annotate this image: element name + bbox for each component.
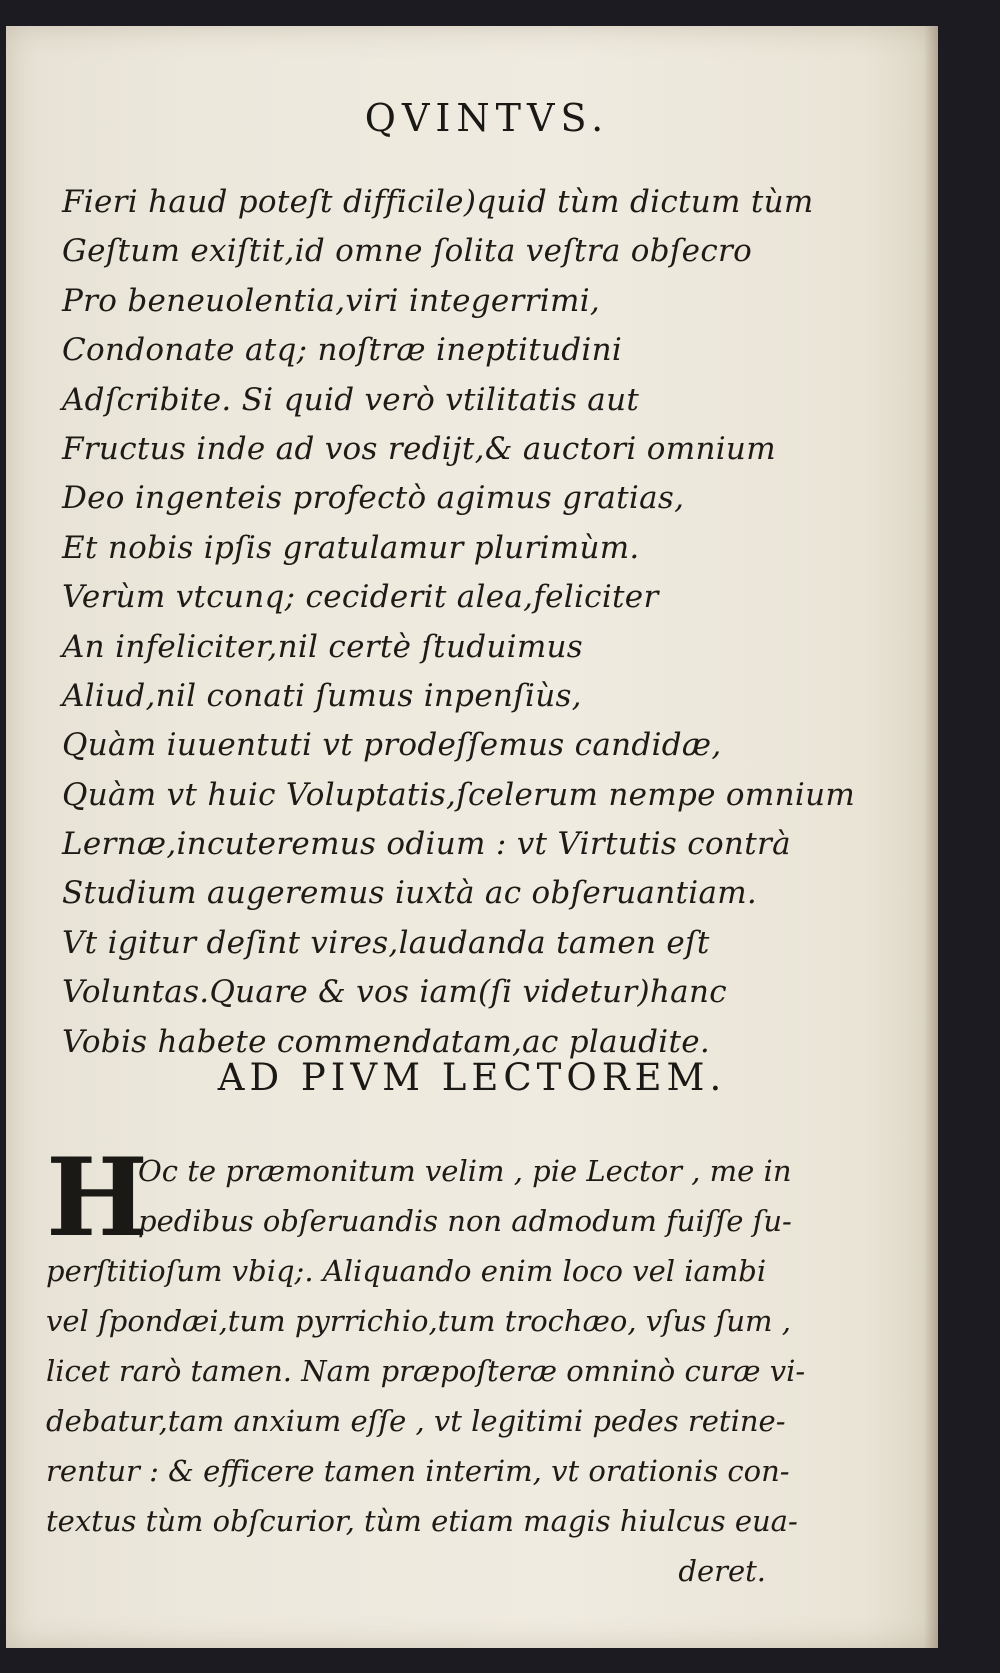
verse-line: Vobis habete commendatam,ac plaudite. bbox=[62, 1023, 711, 1060]
verse-line: Pro beneuolentia,viri integerrimi, bbox=[62, 282, 601, 319]
verse-line: Et nobis ipſis gratulamur plurimùm. bbox=[62, 529, 640, 566]
verse-block bbox=[62, 178, 862, 1067]
verse-line: Lernæ,incuteremus odium : vt Virtutis contrà bbox=[62, 826, 791, 863]
prose-line: rentur : & efficere tamen interim, vt orationis con- bbox=[46, 1454, 790, 1488]
prose-line: licet rarò tamen. Nam præpoſteræ omninò curæ vi- bbox=[46, 1354, 806, 1388]
verse-line: Quàm vt huic Voluptatis,ſcelerum nempe omnium bbox=[62, 776, 856, 813]
prose-block bbox=[46, 1135, 806, 1596]
verse-line: Fieri haud poteſt difficile)quid tùm dictum tùm bbox=[62, 184, 814, 220]
verse-line: Geſtum exiſtit,id omne ſolita veſtra obſecro bbox=[62, 233, 753, 270]
book-page bbox=[6, 26, 938, 1648]
verse-line: Verùm vtcunq; ceciderit alea,feliciter bbox=[62, 579, 659, 616]
prose-line: debatur,tam anxium eſſe , vt legitimi pedes retine- bbox=[46, 1404, 786, 1438]
verse-line: Vt igitur deſint vires,laudanda tamen eſt bbox=[62, 924, 710, 961]
verse-line: Fructus inde ad vos redijt,& auctori omnium bbox=[62, 430, 776, 467]
section-title: AD PIVM LECTOREM. bbox=[217, 1056, 727, 1099]
verse-line: Studium augeremus iuxtà ac obſeruantiam. bbox=[62, 875, 758, 912]
prose-line: deret. bbox=[678, 1554, 766, 1588]
verse-line: Deo ingenteis profectò agimus gratias, bbox=[62, 480, 685, 517]
verse-line: Quàm iuuentuti vt prodeſſemus candidæ, bbox=[62, 727, 722, 764]
verse-line: Voluntas.Quare & vos iam(ſi videtur)hanc bbox=[62, 974, 727, 1011]
prose-line: vel ſpondæi,tum pyrrichio,tum trochæo, vſus ſum , bbox=[46, 1304, 791, 1338]
running-head: QVINTVS. bbox=[364, 96, 610, 140]
verse-line: Aliud,nil conati ſumus inpenſiùs, bbox=[62, 677, 582, 714]
verse-line: An infeliciter,nil certè ſtuduimus bbox=[62, 628, 584, 665]
prose-line: pedibus obſeruandis non admodum fuiſſe ſu- bbox=[138, 1204, 792, 1238]
prose-line: textus tùm obſcurior, tùm etiam magis hiulcus eua- bbox=[46, 1504, 798, 1538]
drop-cap-initial: H bbox=[46, 1135, 149, 1261]
prose-line: Oc te præmonitum velim , pie Lector , me in bbox=[138, 1154, 792, 1188]
prose-line: perſtitioſum vbiq;. Aliquando enim loco vel iambi bbox=[46, 1254, 767, 1288]
verse-line: Condonate atq; noſtræ ineptitudini bbox=[62, 332, 623, 369]
verse-line: Adſcribite. Si quid verò vtilitatis aut bbox=[62, 381, 640, 418]
